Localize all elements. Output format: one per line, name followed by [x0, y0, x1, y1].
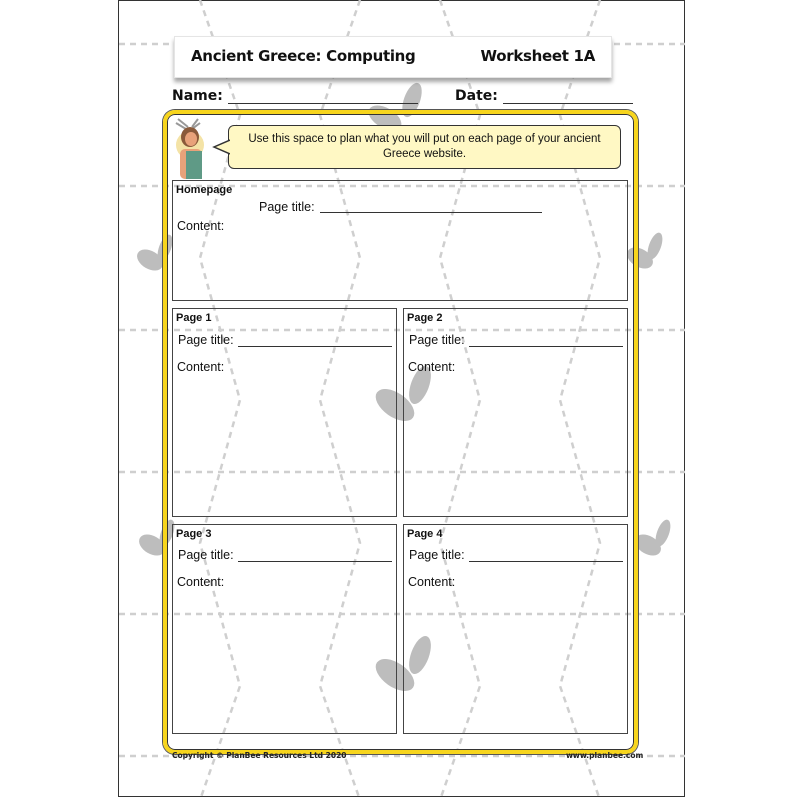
- instruction-line-1: Use this space to plan what you will put on each page of your ancient: [248, 133, 601, 145]
- content-label: Content:: [408, 360, 456, 374]
- page-title-line[interactable]: [238, 332, 392, 347]
- page-title-label: Page title:: [178, 333, 234, 347]
- greek-character-icon: [170, 113, 212, 179]
- page-title-line[interactable]: [469, 547, 623, 562]
- header-banner: [174, 36, 612, 78]
- section-label: Page 1: [176, 312, 212, 324]
- page-3-section: [172, 524, 397, 734]
- copyright-text: Copyright © PlanBee Resources Ltd 2020: [172, 751, 347, 760]
- page-title-line[interactable]: [238, 547, 392, 562]
- page-1-section: [172, 308, 397, 517]
- content-label: Content:: [408, 575, 456, 589]
- homepage-section: [172, 180, 628, 301]
- name-field[interactable]: [172, 88, 418, 104]
- name-line[interactable]: [228, 89, 418, 104]
- content-label: Content:: [177, 575, 225, 589]
- page-title-line[interactable]: [320, 198, 542, 213]
- page-title-label: Page title:: [409, 548, 465, 562]
- website-link[interactable]: www.planbee.com: [566, 751, 644, 760]
- name-label: Name:: [172, 88, 223, 104]
- date-label: Date:: [455, 88, 498, 104]
- section-label: Page 2: [407, 312, 443, 324]
- bubble-pointer-icon: [212, 138, 230, 156]
- section-label: Homepage: [176, 184, 233, 196]
- worksheet-number: Worksheet 1A: [480, 47, 595, 65]
- section-label: Page 4: [407, 528, 443, 540]
- instruction-speech-bubble: [228, 125, 621, 169]
- page-title-label: Page title:: [178, 548, 234, 562]
- page-2-section: [403, 308, 628, 517]
- content-label: Content:: [177, 219, 225, 233]
- date-line[interactable]: [503, 89, 633, 104]
- page-4-section: [403, 524, 628, 734]
- section-label: Page 3: [176, 528, 212, 540]
- page-title-label: Page title:: [259, 200, 315, 214]
- page-title-line[interactable]: [469, 332, 623, 347]
- worksheet-title: Ancient Greece: Computing: [191, 47, 416, 65]
- page-title-label: Page title:: [409, 333, 465, 347]
- date-field[interactable]: [455, 88, 633, 104]
- instruction-line-2: Greece website.: [382, 148, 467, 160]
- content-label: Content:: [177, 360, 225, 374]
